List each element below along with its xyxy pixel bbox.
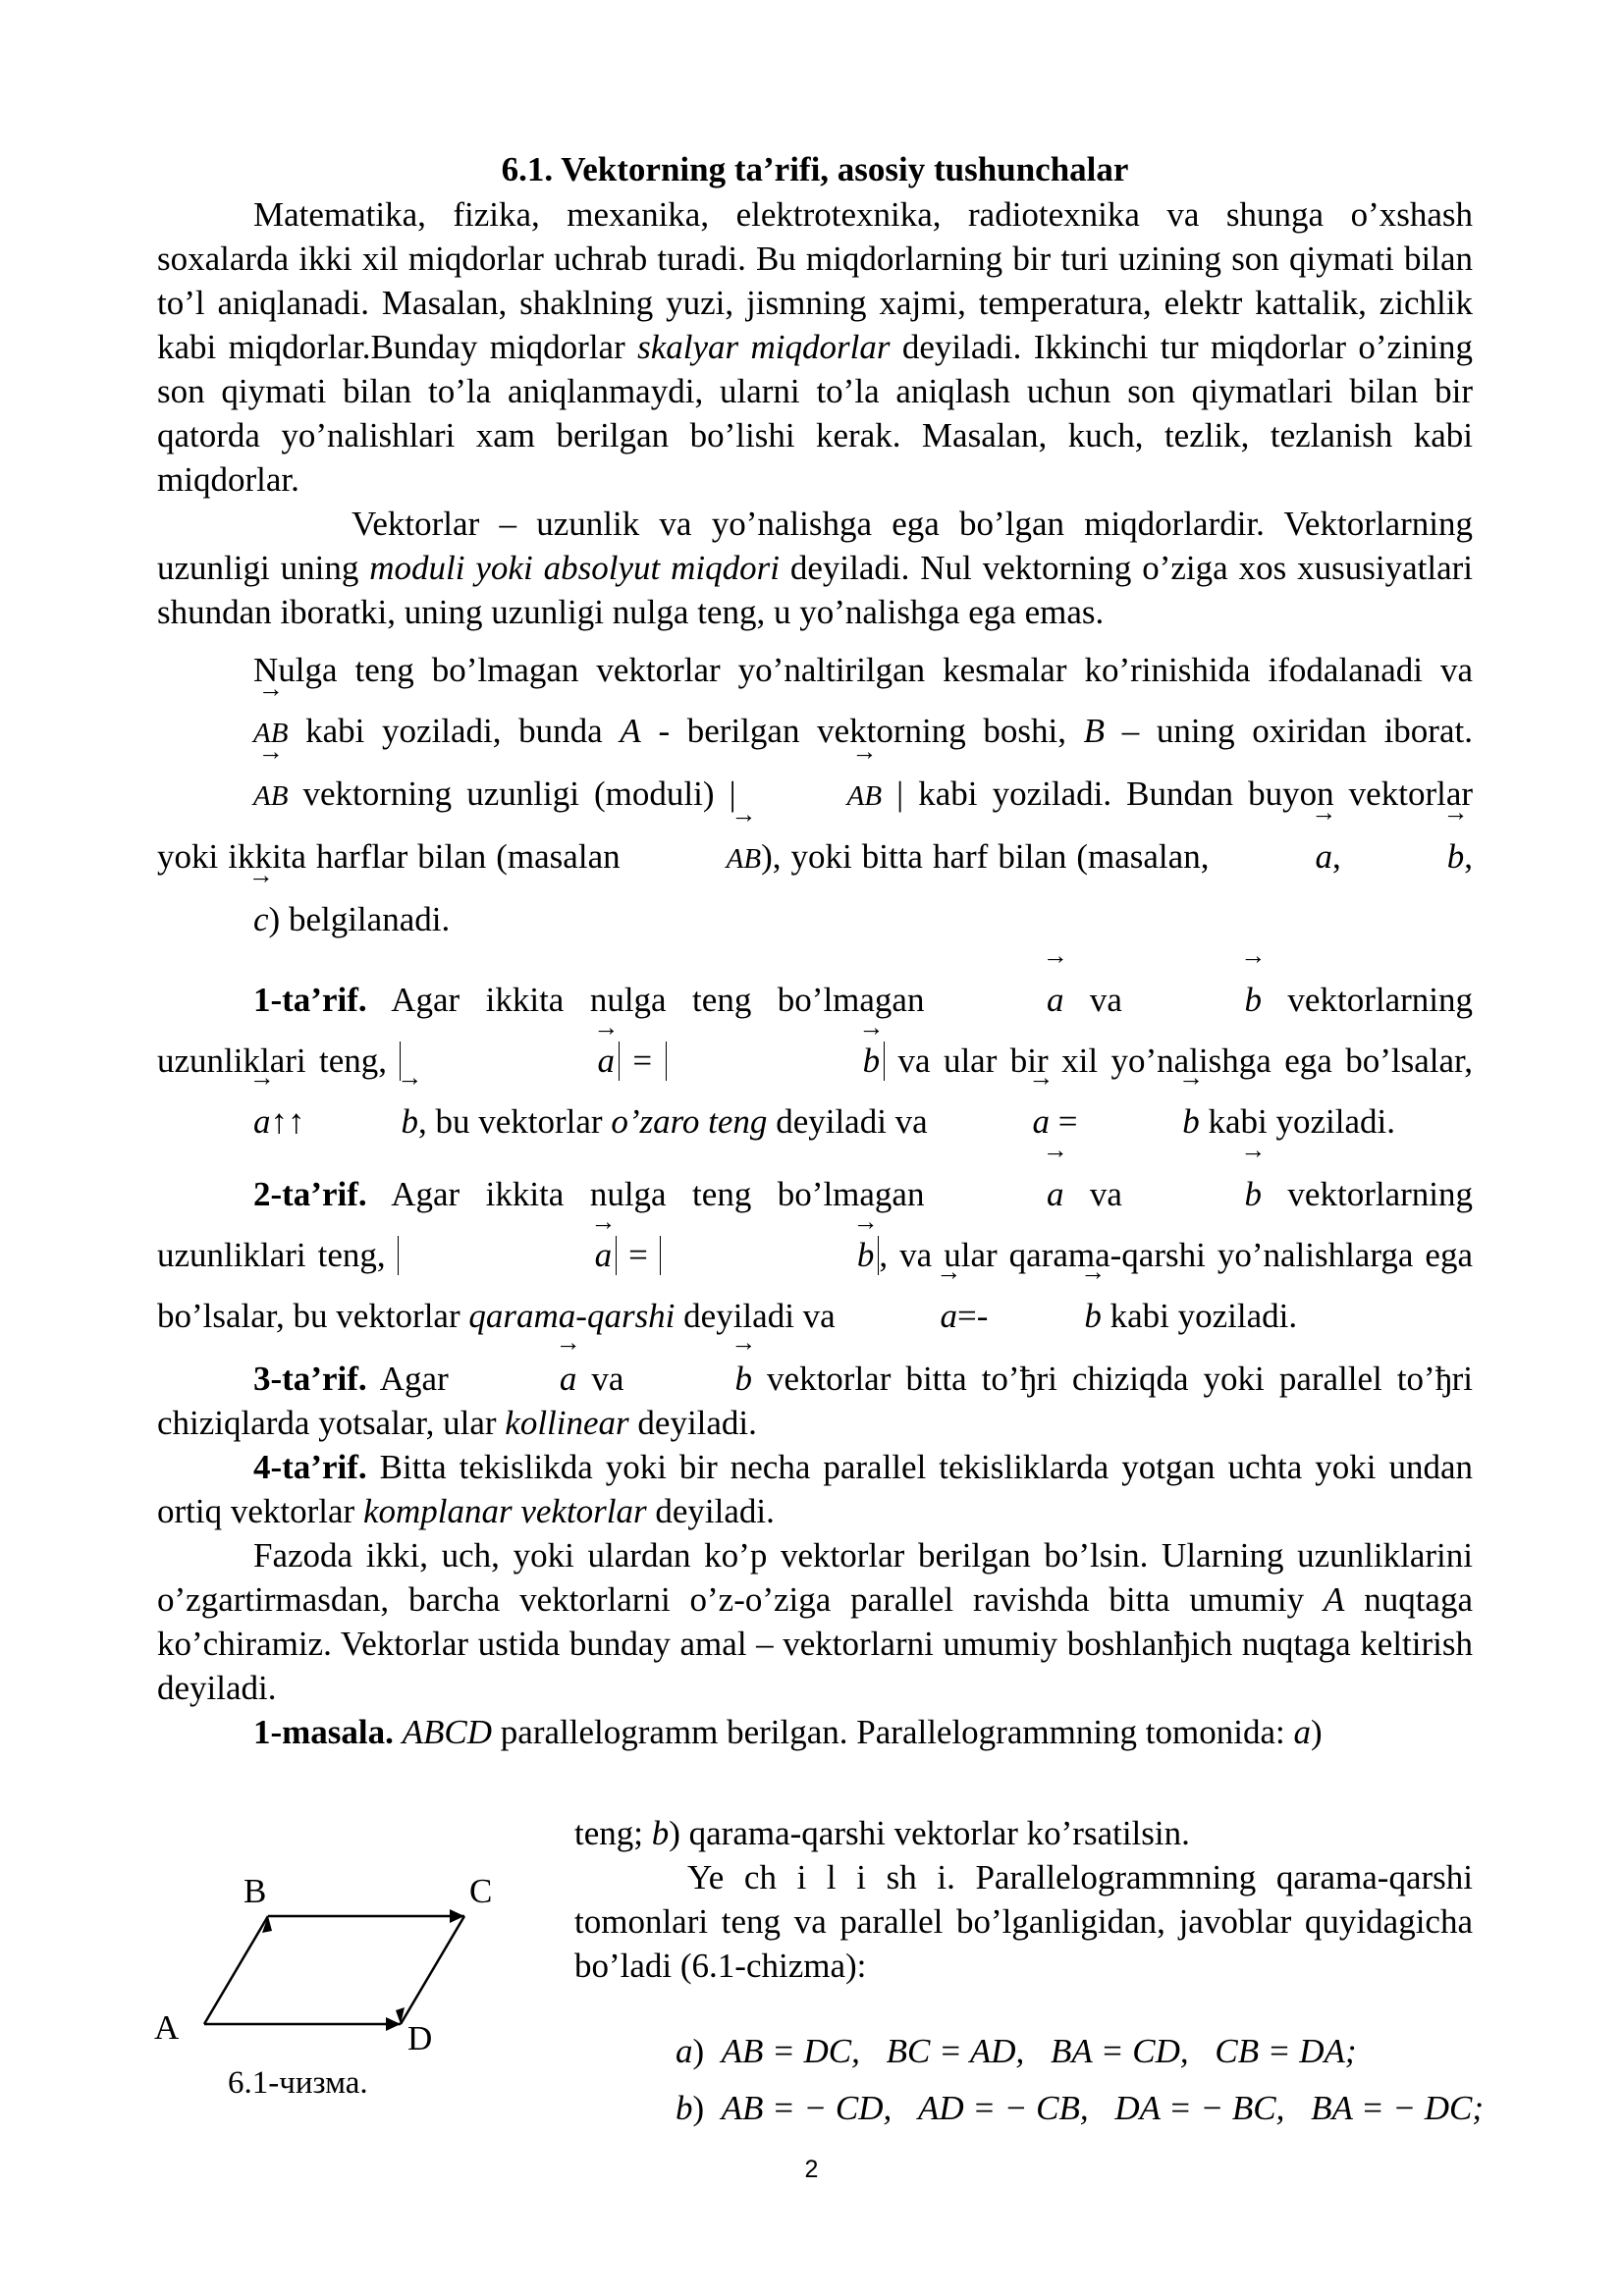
answer-item: AB = DC, (721, 2032, 860, 2070)
text: deyiladi va (675, 1297, 844, 1335)
vector-a: → a (501, 1041, 615, 1081)
answer-item: AB = − CD, (721, 2089, 893, 2127)
vector-b: → b (988, 1286, 1102, 1347)
text: , bu vektorlar (418, 1102, 612, 1141)
vector-b: → b (305, 1092, 419, 1152)
term-opposite: qarama-qarshi (468, 1297, 676, 1335)
equals-minus-sign: =- (956, 1297, 989, 1335)
vector-ab: → AB (157, 766, 288, 827)
label-b: B (243, 1872, 267, 1910)
text: ) belgilanadi. (268, 900, 451, 938)
vector-ab: → AB (630, 828, 761, 889)
vector-a: → a (950, 1164, 1064, 1225)
paragraph-scalar (157, 192, 1473, 502)
text: deyiladi va (767, 1102, 937, 1141)
label-c: C (469, 1872, 493, 1910)
term-equal: o’zaro teng (611, 1102, 768, 1141)
vector-a: → a (157, 1092, 271, 1152)
term-scalar: skalyar miqdorlar (637, 328, 891, 366)
text: kabi yoziladi, bunda (288, 712, 621, 750)
definition-1: 1-ta’rif. Agar ikkita nulga teng bo’lmagan → a va → b vektorlarning uzunliklari teng, → a = → b va ular bir xil yo’nalishga ega bo’lsalar, → a↑↑→ b, bu vektorlar o’zaro teng deyiladi va → a = → b kabi yoziladi. (157, 970, 1473, 1152)
answer-label: b (676, 2089, 693, 2127)
vector-ab: → AB (157, 703, 288, 764)
text: vektorlarning uzunliklari teng, (157, 1175, 1473, 1274)
answer-b: b) AB = − CD, AD = − CB, DA = − BC, BA = − DC; (676, 2089, 1485, 2127)
text: deyiladi. Nul vektorning o’ziga xos xususiyatlari shundan iboratki, uning uzunligi nulga teng, u yo’nalishga ega emas. (157, 549, 1474, 631)
document-page (157, 147, 1473, 1754)
text: Fazoda ikki, uch, yoki ulardan ko’p vektorlar berilgan bo’lsin. Ularning uzunliklarini o’zgartirmasdan, barcha vektorlarni o’z-o’ziga parallel ravishda bitta umumiy (157, 1536, 1473, 1619)
point-b: B (1083, 712, 1106, 750)
text: va (576, 1360, 639, 1398)
text: ), yoki bitta harf bilan (masalan, (761, 837, 1219, 876)
side-cd (401, 1916, 464, 2024)
text: Vektorlar – uzunlik va yo’nalishga ega bo’lgan miqdorlardir. Vektorlarning uzunligi uning (157, 505, 1473, 587)
text: Bitta tekislikda yoki bir necha parallel tekisliklarda yotgan uchta yoki undan ortiq vektorlar (157, 1448, 1473, 1530)
item-a: a (1293, 1713, 1311, 1751)
vector-b: → b (1351, 827, 1465, 887)
vector-b: → b (1148, 1164, 1262, 1225)
answer-item: BC = AD, (886, 2032, 1025, 2070)
text: deyiladi. Ikkinchi tur miqdorlar o’zining son qiymati bilan to’la aniqlanmaydi, ularni to’la aniqlash uchun son qiymatlari bilan bir qatorda yo’nalishlari xam berilgan bo’lishi kerak. Masalan, kuch, tezlik, tezlanish kabi miqdorlar. (157, 328, 1473, 499)
definition-label: 3-ta’rif. (253, 1360, 367, 1398)
vector-a: → a (463, 1357, 577, 1401)
definition-3 (157, 1357, 1473, 1445)
label-a: A (154, 2008, 180, 2047)
problem-text (574, 1811, 1473, 1988)
vector-c: → c (157, 889, 269, 950)
problem-label: 1-masala. (253, 1713, 394, 1751)
vector-b: → b (1148, 970, 1262, 1031)
term-modulus: moduli yoki absolyut miqdori (369, 549, 780, 587)
text: , va ular qarama-qarshi yo’nalishlarga ega bo’lsalar, bu vektorlar (157, 1236, 1473, 1335)
text: Agar ikkita nulga teng bo’lmagan (366, 1175, 950, 1213)
term-coplanar: komplanar vektorlar (362, 1492, 647, 1530)
text: deyiladi. (646, 1492, 775, 1530)
vector-a: → a (950, 970, 1064, 1031)
parallelogram-figure (137, 1870, 550, 2184)
answer-item: BA = CD, (1051, 2032, 1189, 2070)
vector-b: → b (767, 1041, 881, 1081)
text: parallelogramm berilgan. Parallelogrammning tomonida: (492, 1713, 1294, 1751)
page-number: 2 (804, 2156, 819, 2183)
text: Nulga teng bo’lmagan vektorlar yo’naltirilgan kesmalar ko’rinishida ifodalanadi va (253, 651, 1473, 689)
solution-text: Ye ch i l i sh i. Parallelogrammning qarama-qarshi tomonlari teng va parallel bo’lganligidan, javoblar quyidagicha bo’ladi (6.1-chizma): (574, 1858, 1473, 1985)
definition-4 (157, 1445, 1473, 1533)
text: vektorning uzunligi (moduli) (288, 774, 730, 813)
answer-label: a (676, 2032, 693, 2070)
text: vektorlar bitta to’ђri chiziqda yoki parallel to’ђri chiziqlarda yotsalar, ular (157, 1360, 1473, 1442)
section-title: 6.1. Vektorning ta’rifi, asosiy tushunchalar (501, 150, 1129, 188)
vector-a: → a (843, 1286, 957, 1347)
codirectional-arrows: ↑↑ (270, 1102, 305, 1141)
text: va (1063, 1175, 1149, 1213)
vector-b: → b (1086, 1092, 1200, 1152)
equals-sign: = (1057, 1102, 1078, 1141)
point-a: A (620, 712, 641, 750)
answer-item: AD = − CB, (918, 2089, 1089, 2127)
paragraph-vectors (157, 502, 1473, 634)
text: vektorlarning uzunliklari teng, (157, 981, 1473, 1080)
text: nuqtaga ko’chiramiz. Vektorlar ustida bunday amal – vektorlarni umumiy boshlanђich nuqtaga keltirish deyiladi. (157, 1580, 1473, 1707)
answer-item: DA = − BC, (1114, 2089, 1285, 2127)
text: deyiladi. (628, 1404, 757, 1442)
text: va (1063, 981, 1149, 1019)
vector-a: → a (936, 1092, 1050, 1152)
problem-continuation: teng; b) qarama-qarshi vektorlar ko’rsatilsin. (574, 1814, 1190, 1852)
text: Agar ikkita nulga teng bo’lmagan (366, 981, 950, 1019)
text: va ular bir xil yo’nalishga ega bo’lsalar, (885, 1041, 1473, 1080)
answer-item: BA = − DC; (1311, 2089, 1485, 2127)
term-collinear: kollinear (505, 1404, 629, 1442)
answer-a: a) AB = DC, BC = AD, BA = CD, CB = DA; (676, 2032, 1357, 2070)
label-d: D (407, 2019, 433, 2057)
text: kabi yoziladi. Bundan buyon vektorlar yoki ikkita harflar bilan (masalan (157, 774, 1474, 876)
text: - berilgan vektorning boshi, (640, 712, 1084, 750)
definition-2: 2-ta’rif. Agar ikkita nulga teng bo’lmagan → a va → b vektorlarning uzunliklari teng, → a = → b , va ular qarama-qarshi yo’nalishlarga ega bo’lsalar, bu vektorlar qarama-qarshi deyiladi va → a=-→ b kabi yoziladi. (157, 1164, 1473, 1347)
side-ab (204, 1916, 268, 2024)
text: Matematika, fizika, mexanika, elektrotexnika, radiotexnika va shunga o’xshash soxalarda ikki xil miqdorlar uchrab turadi. Bu miqdorlarning bir turi uzining son qiymati bilan to’l aniqlanadi. Masalan, shaklning yuzi, jismning xajmi, temperatura, elektr kattalik, zichlik kabi miqdorlar.Bunday miqdorlar (157, 195, 1473, 366)
definition-label: 4-ta’rif. (253, 1448, 367, 1486)
text: Agar (366, 1360, 463, 1398)
text: kabi yoziladi. (1199, 1102, 1395, 1141)
vector-b: → b (638, 1357, 752, 1401)
text: – uning oxiridan iborat. (1105, 712, 1473, 750)
arrowhead-ad (386, 2017, 401, 2031)
vector-ab-modulus: → AB (751, 766, 882, 827)
answer-item: CB = DA; (1215, 2032, 1357, 2070)
paragraph-notation: Nulga teng bo’lmagan vektorlar yo’naltirilgan kesmalar ko’rinishida ifodalanadi va → AB kabi yoziladi, bunda A - berilgan vektorning boshi, B – uning oxiridan iborat. → AB vektorning uzunligi (moduli) | → AB | kabi yoziladi. Bundan buyon vektorlar yoki ikkita harflar bilan (masalan → AB), yoki bitta harf bilan (masalan, → a, → b, → c) belgilanadi. (157, 640, 1473, 950)
vector-a: → a (1218, 827, 1332, 887)
point-a: A (1323, 1580, 1345, 1619)
text: kabi yoziladi. (1101, 1297, 1298, 1335)
figure-caption: 6.1-чизма. (228, 2065, 368, 2101)
item-b: b (651, 1814, 670, 1852)
text: ) qarama-qarshi vektorlar ko’rsatilsin. (669, 1814, 1190, 1852)
paragraph-common-origin (157, 1533, 1473, 1710)
definition-label: 2-ta’rif. (253, 1175, 367, 1213)
definition-label: 1-ta’rif. (253, 981, 367, 1019)
problem-statement-line: 1-masala. ABCD parallelogramm berilgan. Parallelogrammning tomonida: a) (253, 1713, 1323, 1751)
vector-b: → b (761, 1236, 875, 1275)
vector-a: → a (499, 1236, 613, 1275)
parallelogram-name: ABCD (402, 1713, 493, 1751)
